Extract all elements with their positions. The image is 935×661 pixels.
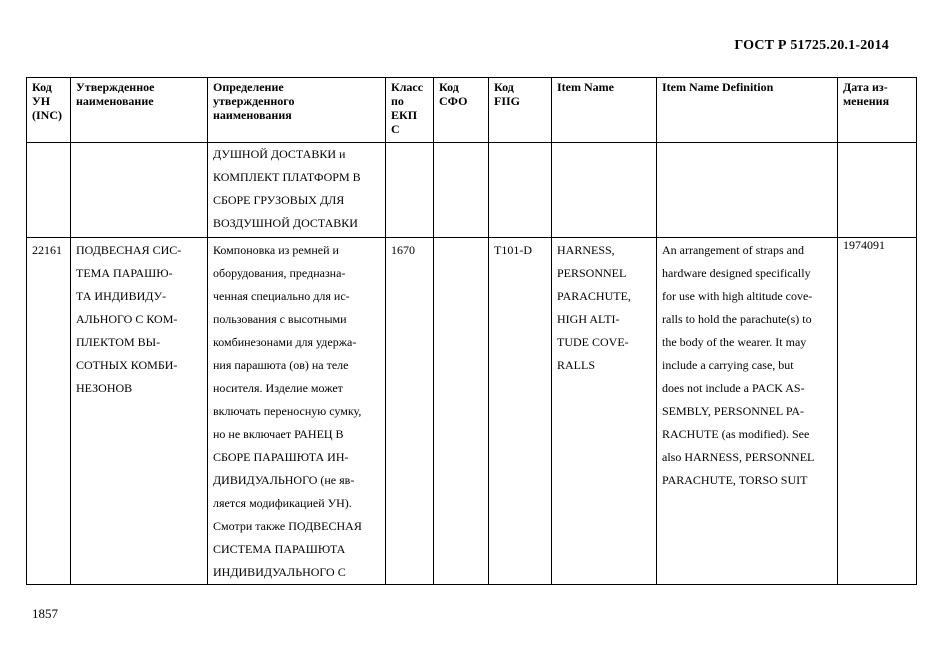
text-line: the body of the wearer. It may [662, 335, 807, 349]
text-line: ВОЗДУШНОЙ ДОСТАВКИ [213, 216, 358, 230]
text-line: also HARNESS, PERSONNEL [662, 450, 815, 464]
col-header-fiig [489, 78, 552, 143]
table-header-row [27, 78, 917, 143]
text-line: ralls to hold the parachute(s) to [662, 312, 812, 326]
text-line: Утвержденное [76, 80, 155, 94]
text-line: PARACHUTE, [557, 289, 631, 303]
text-line: Код [439, 80, 459, 94]
text-line: ПЛЕКТОМ ВЫ- [76, 335, 161, 349]
text-line: ДИВИДУАЛЬНОГО (не яв- [213, 473, 355, 487]
text-line: PERSONNEL [557, 266, 627, 280]
document-standard-number: ГОСТ Р 51725.20.1-2014 [734, 38, 889, 53]
text-line: PARACHUTE, TORSO SUIT [662, 473, 808, 487]
text-line: does not include a PACK AS- [662, 381, 805, 395]
text-line: носителя. Изделие может [213, 381, 343, 395]
text-line: ляется модификацией УН). [213, 496, 352, 510]
text-line: пользования с высотными [213, 312, 347, 326]
text-line: ЕКП [391, 108, 418, 122]
text-line: по [391, 94, 404, 108]
cell-definition-continued [208, 143, 386, 238]
text-line: СБОРЕ ПАРАШЮТА ИН- [213, 450, 349, 464]
text-line: КОМПЛЕКТ ПЛАТФОРМ В [213, 170, 361, 184]
text-line: HIGH ALTI- [557, 312, 620, 326]
text-line: менения [843, 94, 890, 108]
text-line: УН [32, 94, 51, 108]
cell-fiig: T101-D [489, 238, 552, 585]
text-line: НЕЗОНОВ [76, 381, 133, 395]
cell-approved-name [71, 238, 208, 585]
col-header-sfo [434, 78, 489, 143]
text-line: RACHUTE (as modified). See [662, 427, 810, 441]
text-line: ДУШНОЙ ДОСТАВКИ и [213, 147, 346, 161]
text-line: оборудования, предназна- [213, 266, 346, 280]
text-line: Определение [213, 80, 284, 94]
cell-item-name [552, 238, 657, 585]
text-line: наименование [76, 94, 154, 108]
col-header-inc [27, 78, 71, 143]
text-line: RALLS [557, 358, 596, 372]
text-line: Код [494, 80, 514, 94]
col-header-item-name [552, 78, 657, 143]
col-header-item-definition [657, 78, 838, 143]
text-line: for use with high altitude cove- [662, 289, 813, 303]
text-line: СБОРЕ ГРУЗОВЫХ ДЛЯ [213, 193, 345, 207]
text-line: Класс [391, 80, 424, 94]
col-header-class [386, 78, 434, 143]
text-line: hardware designed specifically [662, 266, 811, 280]
text-line: SEMBLY, PERSONNEL PA- [662, 404, 805, 418]
text-line: СИСТЕМА ПАРАШЮТА [213, 542, 346, 556]
col-header-date [838, 78, 917, 143]
text-line: include a carrying case, but [662, 358, 794, 372]
text-line: Код [32, 80, 52, 94]
text-line: Смотри также ПОДВЕСНАЯ [213, 519, 362, 533]
table-row-continuation [27, 143, 917, 238]
cell-definition [208, 238, 386, 585]
text-line: FIIG [494, 94, 521, 108]
text-line: ченная специально для ис- [213, 289, 350, 303]
catalog-table [26, 77, 917, 585]
text-line: ТА ИНДИВИДУ- [76, 289, 167, 303]
text-line: Item Name [557, 80, 614, 94]
text-line: но не включает РАНЕЦ В [213, 427, 344, 441]
text-line: Компоновка из ремней и [213, 243, 339, 257]
page-number: 1857 [32, 606, 58, 621]
cell-date: 1974091 [838, 238, 917, 585]
cell-class: 1670 [386, 238, 434, 585]
text-line: (INC) [32, 108, 62, 122]
text-line: наименования [213, 108, 292, 122]
text-line: С [391, 122, 400, 136]
col-header-approved-name [71, 78, 208, 143]
text-line: Дата из- [843, 80, 888, 94]
text-line: ТЕМА ПАРАШЮ- [76, 266, 173, 280]
text-line: СФО [439, 94, 468, 108]
text-line: утвержденного [213, 94, 295, 108]
text-line: включать переносную сумку, [213, 404, 362, 418]
text-line: АЛЬНОГО С КОМ- [76, 312, 178, 326]
text-line: комбинезонами для удержа- [213, 335, 357, 349]
text-line: ИНДИВИДУАЛЬНОГО С [213, 565, 346, 579]
text-line: СОТНЫХ КОМБИ- [76, 358, 178, 372]
table-row [27, 238, 917, 585]
cell-inc: 22161 [27, 238, 71, 585]
text-line: ПОДВЕСНАЯ СИС- [76, 243, 182, 257]
col-header-definition [208, 78, 386, 143]
text-line: ния парашюта (ов) на теле [213, 358, 349, 372]
text-line: HARNESS, [557, 243, 615, 257]
text-line: TUDE COVE- [557, 335, 629, 349]
cell-sfo [434, 238, 489, 585]
cell-item-definition [657, 238, 838, 585]
text-line: An arrangement of straps and [662, 243, 804, 257]
text-line: Item Name Definition [662, 80, 774, 94]
